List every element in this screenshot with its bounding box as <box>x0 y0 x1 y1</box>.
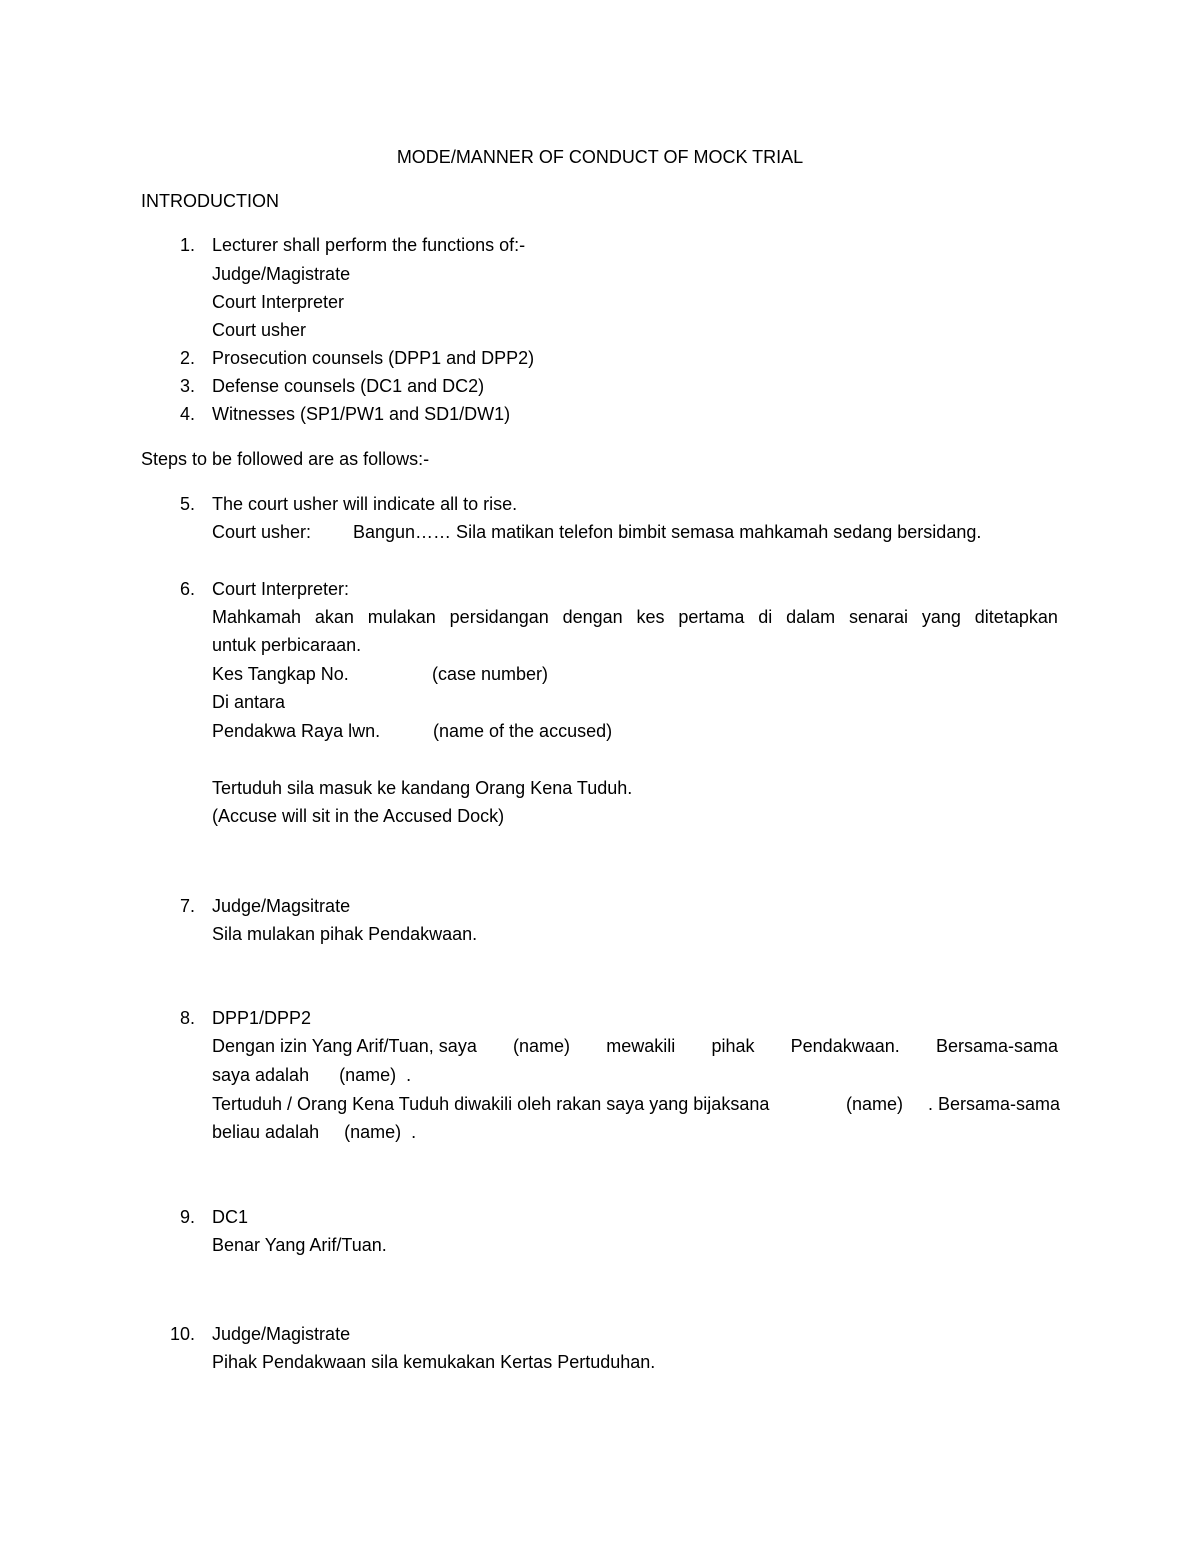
step-10-speaker: Judge/Magistrate <box>212 1324 351 1344</box>
item-text-1: Lecturer shall perform the functions of:- <box>212 235 526 255</box>
step-6-line-1 <box>212 606 1058 628</box>
prosecutor-label: Pendakwa Raya lwn. <box>212 721 381 741</box>
step-7-speaker: Judge/Magsitrate <box>212 896 351 916</box>
step-5-text: The court usher will indicate all to rise. <box>212 494 518 514</box>
introduction-heading: INTRODUCTION <box>141 191 279 211</box>
word: yang <box>921 607 961 627</box>
word: dalam <box>786 607 836 627</box>
step-number-5: 5. <box>179 494 195 514</box>
item-text-3: Defense counsels (DC1 and DC2) <box>212 376 485 396</box>
step-5-speech: Bangun…… Sila matikan telefon bimbit semasa mahkamah sedang bersidang. <box>353 522 982 542</box>
case-number-label: Kes Tangkap No. <box>212 664 349 684</box>
item-text-4: Witnesses (SP1/PW1 and SD1/DW1) <box>212 404 511 424</box>
between-label: Di antara <box>212 692 286 712</box>
step-6-line-2: untuk perbicaraan. <box>212 635 362 655</box>
word: persidangan <box>449 607 549 627</box>
step-10-speech: Pihak Pendakwaan sila kemukakan Kertas Pertuduhan. <box>212 1352 656 1372</box>
phrase: Dengan izin Yang Arif/Tuan, saya <box>212 1036 477 1056</box>
word: mulakan <box>367 607 436 627</box>
role-court-usher: Court usher <box>212 320 307 340</box>
step-9-speech: Benar Yang Arif/Tuan. <box>212 1235 387 1255</box>
word: senarai <box>849 607 909 627</box>
step-number-9: 9. <box>179 1207 195 1227</box>
step-number-10: 10. <box>169 1324 195 1344</box>
word: pertama <box>678 607 745 627</box>
accused-note: (Accuse will sit in the Accused Dock) <box>212 806 505 826</box>
role-court-interpreter: Court Interpreter <box>212 292 345 312</box>
word: di <box>758 607 773 627</box>
word: Pendakwaan. <box>790 1036 900 1056</box>
word: akan <box>314 607 354 627</box>
word: Bersama-sama <box>935 1036 1058 1056</box>
step-number-8: 8. <box>179 1008 195 1028</box>
step-6-speaker: Court Interpreter: <box>212 579 350 599</box>
item-text-2: Prosecution counsels (DPP1 and DPP2) <box>212 348 535 368</box>
word: kes <box>636 607 665 627</box>
step-8-line-3-name: (name) <box>846 1094 904 1114</box>
step-7-speech: Sila mulakan pihak Pendakwaan. <box>212 924 478 944</box>
step-8-line-4: beliau adalah (name) . <box>212 1122 417 1142</box>
item-number-2: 2. <box>179 348 195 368</box>
document-title: MODE/MANNER OF CONDUCT OF MOCK TRIAL <box>396 147 804 167</box>
step-8-line-3-right: . Bersama-sama <box>928 1094 1061 1114</box>
steps-heading: Steps to be followed are as follows:- <box>141 449 430 469</box>
item-number-3: 3. <box>179 376 195 396</box>
role-judge-magistrate: Judge/Magistrate <box>212 264 351 284</box>
step-9-speaker: DC1 <box>212 1207 249 1227</box>
step-8-line-1 <box>212 1035 1058 1057</box>
item-number-1: 1. <box>179 235 195 255</box>
word: pihak <box>711 1036 755 1056</box>
step-number-7: 7. <box>179 896 195 916</box>
word: Mahkamah <box>212 607 302 627</box>
word: dengan <box>562 607 623 627</box>
step-8-line-2: saya adalah (name) . <box>212 1065 412 1085</box>
step-8-line-3-left: Tertuduh / Orang Kena Tuduh diwakili oleh rakan saya yang bijaksana <box>212 1094 770 1114</box>
accused-instruction: Tertuduh sila masuk ke kandang Orang Kena Tuduh. <box>212 778 633 798</box>
name-placeholder: (name) <box>513 1036 571 1056</box>
step-8-speaker: DPP1/DPP2 <box>212 1008 312 1028</box>
case-number-placeholder: (case number) <box>432 664 549 684</box>
step-5-speaker: Court usher: <box>212 522 312 542</box>
step-number-6: 6. <box>179 579 195 599</box>
word: mewakili <box>606 1036 676 1056</box>
word: ditetapkan <box>974 607 1058 627</box>
accused-name-placeholder: (name of the accused) <box>433 721 613 741</box>
item-number-4: 4. <box>179 404 195 424</box>
